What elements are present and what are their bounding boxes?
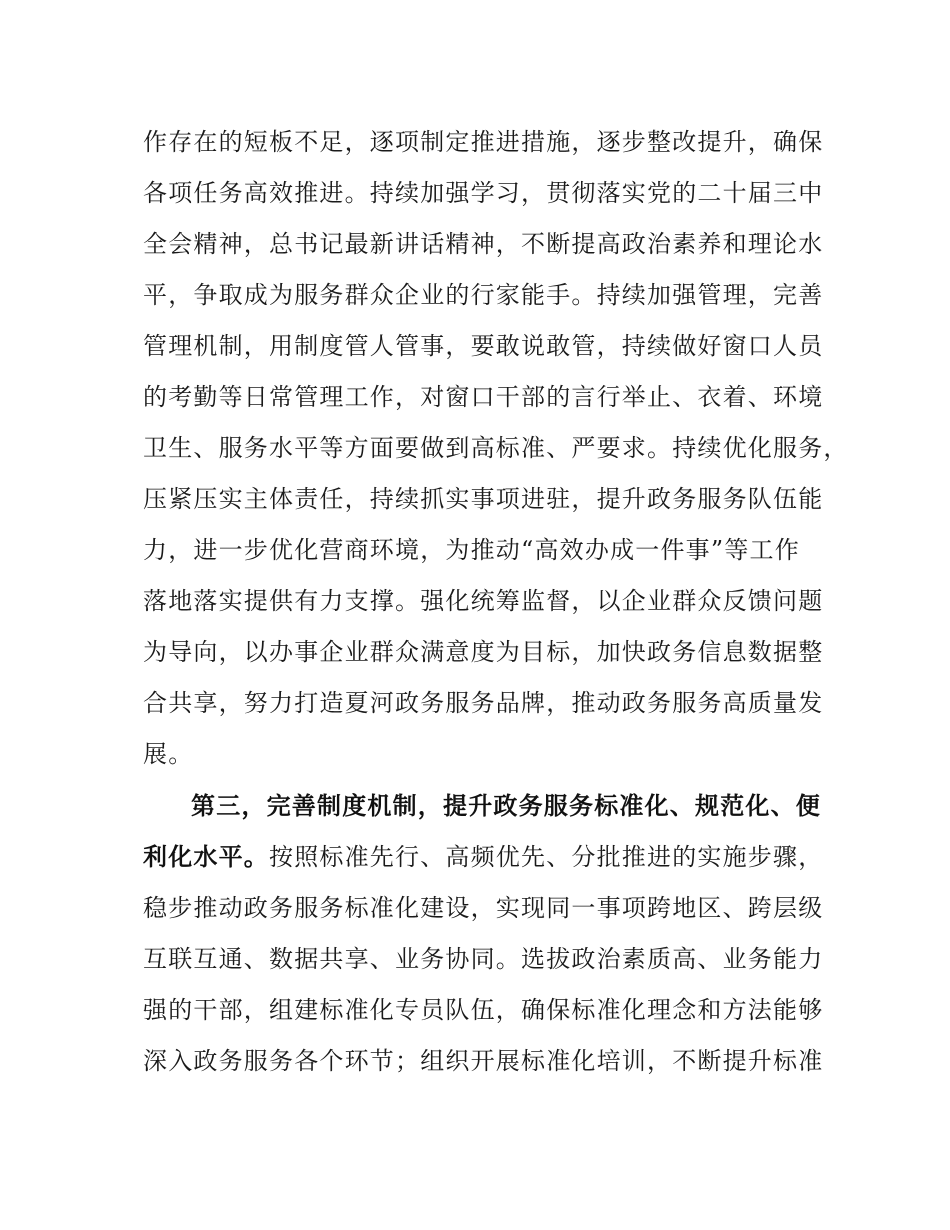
paragraph-1-line-6: 的考勤等日常管理工作，对窗口干部的言行举止、衣着、环境 xyxy=(143,383,824,411)
paragraph-2-line-5: 强的干部，组建标准化专员队伍，确保标准化理念和方法能够 xyxy=(143,996,824,1024)
paragraph-2-line-4: 互联互通、数据共享、业务协同。选拔政治素质高、业务能力 xyxy=(143,945,824,973)
paragraph-1-line-7: 卫生、服务水平等方面要做到高标准、严要求。持续优化服务， xyxy=(143,434,849,462)
paragraph-1-line-3: 全会精神，总书记最新讲话精神，不断提高政治素养和理论水 xyxy=(143,230,824,258)
paragraph-1-line-13: 展。 xyxy=(143,740,194,768)
paragraph-2-line-2 xyxy=(143,837,824,877)
paragraph-1-line-8: 压紧压实主体责任，持续抓实事项进驻，提升政务服务队伍能 xyxy=(143,485,824,513)
paragraph-1-line-5: 管理机制，用制度管人管事，要敢说敢管，持续做好窗口人员 xyxy=(143,332,824,360)
paragraph-1-line-12: 合共享，努力打造夏河政务服务品牌，推动政务服务高质量发 xyxy=(143,689,824,717)
paragraph-2-line-3: 稳步推动政务服务标准化建设，实现同一事项跨地区、跨层级 xyxy=(143,894,824,922)
section-heading-part-1: 第三，完善制度机制，提升政务服务标准化、规范化、便 xyxy=(191,792,821,820)
paragraph-1-line-4: 平，争取成为服务群众企业的行家能手。持续加强管理，完善 xyxy=(143,281,824,309)
paragraph-1-line-1: 作存在的短板不足，逐项制定推进措施，逐步整改提升，确保 xyxy=(143,128,824,156)
paragraph-2-line-6: 深入政务服务各个环节；组织开展标准化培训，不断提升标准 xyxy=(143,1047,824,1075)
paragraph-1-line-2: 各项任务高效推进。持续加强学习，贯彻落实党的二十届三中 xyxy=(143,179,824,207)
paragraph-2-heading-line-1 xyxy=(191,786,821,826)
section-heading-part-2: 利化水平。 xyxy=(143,843,269,871)
paragraph-2-line-2-text: 按照标准先行、高频优先、分批推进的实施步骤， xyxy=(269,843,824,871)
paragraph-1-line-9: 力，进一步优化营商环境，为推动“高效办成一件事”等工作 xyxy=(143,536,800,564)
paragraph-1-line-10: 落地落实提供有力支撑。强化统筹监督，以企业群众反馈问题 xyxy=(143,587,824,615)
paragraph-1-line-11: 为导向，以办事企业群众满意度为目标，加快政务信息数据整 xyxy=(143,638,824,666)
